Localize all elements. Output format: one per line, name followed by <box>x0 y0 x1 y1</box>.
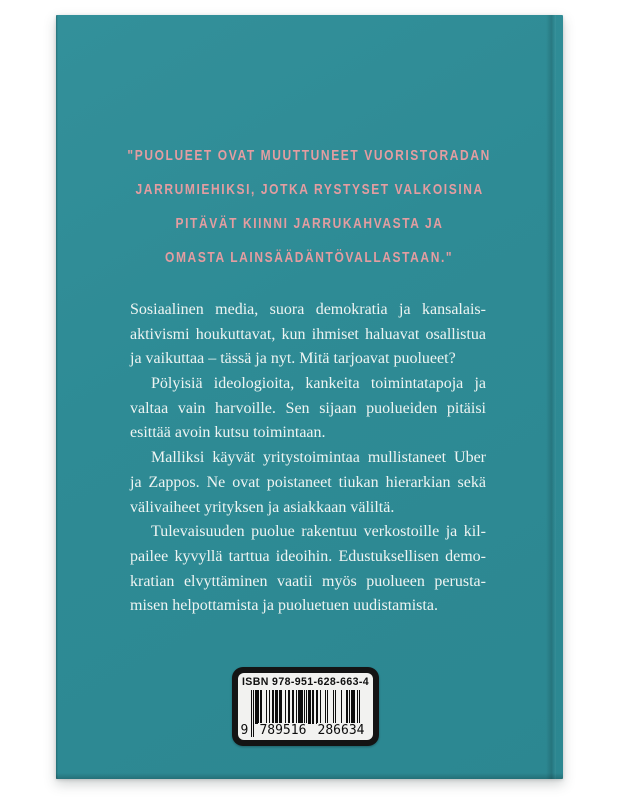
barcode-label <box>232 667 379 746</box>
pull-quote <box>56 139 563 275</box>
barcode-digit-group: 789516 <box>259 723 307 738</box>
pull-quote-line: PITÄVÄT KIINNI JARRUKAHVASTA JA <box>175 215 444 232</box>
pull-quote-line: JARRUMIEHIKSI, JOTKA RYSTYSET VALKOISINA <box>135 181 484 198</box>
blurb-line: misen helpottamista ja puoluetuen uudistamista. <box>130 597 438 615</box>
blurb-line: valtaa vain harvoille. Sen sijaan puolueiden pitäisi <box>130 399 486 417</box>
blurb-line: aktivismi houkuttavat, kun ihmiset haluavat osallistua <box>130 325 486 343</box>
blurb-line: Pölyisiä ideologioita, kankeita toimintatapoja ja <box>151 375 486 393</box>
blurb-line: Malliksi käyvät yritystoimintaa mullistaneet Uber <box>151 449 486 467</box>
cover-crease <box>546 15 556 779</box>
blurb-line: esittää avoin kutsu toimintaan. <box>130 424 326 442</box>
blurb-line: ja vaikuttaa – tässä ja nyt. Mitä tarjoavat puolueet? <box>130 350 456 368</box>
blurb-line: pailee kyvyllä tarttua ideoihin. Edustuksellisen demo- <box>130 547 486 565</box>
pull-quote-line: "PUOLUEET OVAT MUUTTUNEET VUORISTORADAN <box>127 147 492 164</box>
blurb-line: kratian elvyttäminen vaatii myös puolueen perusta- <box>130 572 486 590</box>
book-back-cover <box>56 15 563 779</box>
cover-bottom-edge <box>56 773 563 779</box>
barcode-digit-group: 9 <box>240 723 249 738</box>
blurb-line: Tulevaisuuden puolue rakentuu verkostoille ja kil- <box>151 523 486 541</box>
blurb-line: ja Zappos. Ne ovat poistaneet tiukan hierarkian sekä <box>130 473 486 491</box>
barcode <box>240 690 365 738</box>
back-cover-blurb <box>130 298 486 619</box>
blurb-line: Sosiaalinen media, suora demokratia ja kansalais- <box>130 301 486 318</box>
barcode-number <box>240 723 366 738</box>
blurb-line: välivaiheet yrityksen ja asiakkaan väliltä. <box>130 498 395 516</box>
barcode-label-inner <box>238 673 373 740</box>
cover-left-edge <box>56 15 58 779</box>
pull-quote-line: OMASTA LAINSÄÄDÄNTÖVALLASTAAN." <box>165 249 454 266</box>
isbn-text: ISBN 978-951-628-663-4 <box>241 676 370 688</box>
barcode-digit-group: 286634 <box>317 723 365 738</box>
